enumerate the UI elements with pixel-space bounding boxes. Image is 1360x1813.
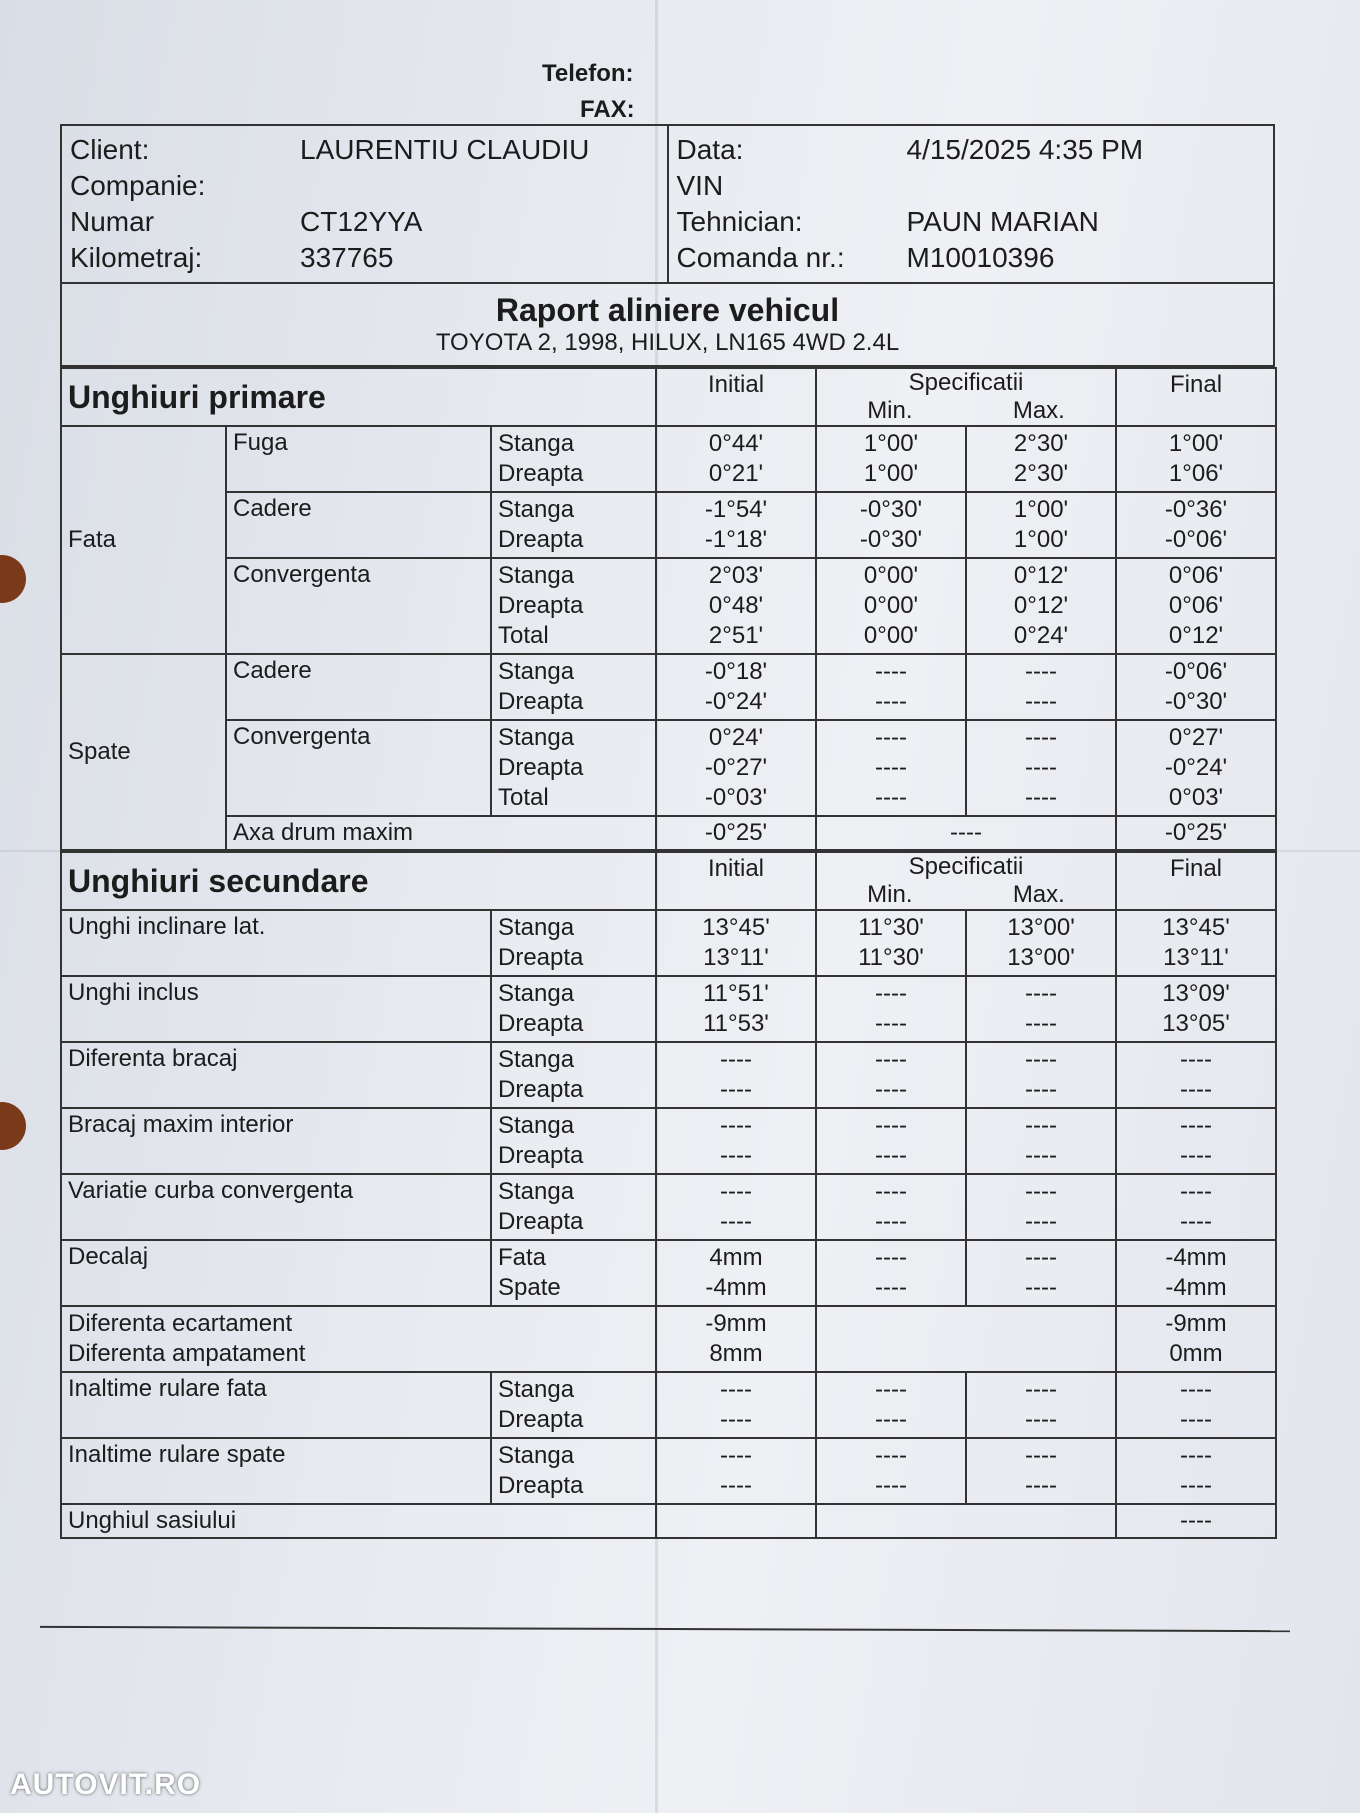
table-row [61, 1240, 1276, 1306]
cell-value: 0°06' [1168, 592, 1224, 619]
table-row [61, 1306, 1276, 1372]
cell-value: 2°51' [708, 622, 764, 649]
watermark: AUTOVIT.RO [10, 1768, 202, 1801]
cell-value: 0°06' [1168, 562, 1224, 589]
cell-value: ---- [1180, 1178, 1212, 1205]
cell-value: 0°48' [708, 592, 764, 619]
cell-value: ---- [1180, 1406, 1212, 1433]
cell-value: ---- [1025, 1244, 1057, 1271]
cell-value: ---- [875, 1442, 907, 1469]
cell-value: ---- [1180, 1142, 1212, 1169]
companie-value [300, 168, 659, 204]
axa-name: Axa drum maxim [226, 816, 656, 850]
primary-angles-table [60, 367, 1277, 851]
group-name: Bracaj maxim interior [61, 1108, 491, 1174]
cell-value: 0mm [1169, 1340, 1223, 1367]
cell-value: Dreapta [498, 944, 584, 971]
cell-value: Stanga [498, 1046, 575, 1073]
cell-value: ---- [720, 1472, 752, 1499]
cell-value: ---- [720, 1142, 752, 1169]
cell-value: Dreapta [498, 1142, 584, 1169]
axa-initial: -0°25' [656, 816, 816, 850]
col-final: Final [1116, 368, 1276, 426]
cell-value: ---- [720, 1076, 752, 1103]
cell-value: ---- [1025, 1376, 1057, 1403]
cell-value: ---- [1180, 1076, 1212, 1103]
cell-value: 8mm [709, 1340, 763, 1367]
cell-value: Total [498, 784, 549, 811]
cell-value: Dreapta [498, 592, 584, 619]
cell-value: ---- [720, 1376, 752, 1403]
cell-value: 0°00' [863, 562, 919, 589]
km-value: 337765 [300, 242, 394, 273]
table-row [61, 1108, 1276, 1174]
cell-value: ---- [875, 1142, 907, 1169]
secondary-title: Unghiuri secundare [61, 852, 656, 910]
group-name: Unghi inclus [61, 976, 491, 1042]
cell-value: -0°18' [704, 658, 768, 685]
ecartament-name: Diferenta ampatament [68, 1340, 306, 1367]
cell-value: Dreapta [498, 688, 584, 715]
group-name: Decalaj [61, 1240, 491, 1306]
cell-value: 1°00' [1168, 430, 1224, 457]
spate-label: Spate [61, 654, 226, 850]
cell-value: Stanga [498, 658, 575, 685]
secondary-angles-table [60, 851, 1277, 1539]
table-row [61, 816, 1276, 850]
table-row [61, 1438, 1276, 1504]
cell-value: ---- [875, 724, 908, 751]
cell-value: ---- [1180, 1442, 1212, 1469]
cell-value: ---- [1025, 724, 1058, 751]
cell-value: ---- [720, 1406, 752, 1433]
cell-value: 1°00' [1013, 496, 1069, 523]
cell-value: -1°18' [704, 526, 768, 553]
cell-value: ---- [875, 1244, 907, 1271]
cell-value: 0°00' [863, 622, 919, 649]
table-row [61, 492, 1276, 558]
cell-value: ---- [720, 1178, 752, 1205]
cell-value: ---- [1025, 1178, 1057, 1205]
group-name: Cadere [226, 492, 491, 558]
cell-value: Dreapta [498, 460, 584, 487]
tehnician-value: PAUN MARIAN [906, 206, 1099, 237]
cell-value: 4mm [709, 1244, 763, 1271]
cell-value: 1°06' [1168, 460, 1224, 487]
cell-value: ---- [720, 1442, 752, 1469]
cell-value: 2°03' [708, 562, 764, 589]
col-spec: Specificatii [908, 369, 1024, 396]
cell-value: ---- [1025, 1112, 1057, 1139]
group-name: Diferenta bracaj [61, 1042, 491, 1108]
cell-value: -4mm [1165, 1274, 1227, 1301]
cell-value: -1°54' [704, 496, 768, 523]
group-name: Inaltime rulare fata [61, 1372, 491, 1438]
cell-value: 11°53' [703, 1010, 769, 1037]
cell-value: ---- [1025, 658, 1058, 685]
cell-value: 0°03' [1168, 784, 1224, 811]
col-max: Max. [1012, 881, 1065, 908]
cell-value: 1°00' [863, 430, 919, 457]
cell-value: ---- [875, 784, 908, 811]
client-info-table [60, 124, 1275, 367]
comanda-label: Comanda nr.: [676, 242, 845, 273]
data-label: Data: [676, 134, 744, 165]
col-initial: Initial [656, 368, 816, 426]
cell-value: ---- [1025, 1442, 1057, 1469]
km-label: Kilometraj: [70, 242, 203, 273]
cell-value: ---- [1025, 1208, 1057, 1235]
col-min: Min. [867, 397, 913, 424]
cell-value: 2°30' [1013, 460, 1069, 487]
group-name: Convergenta [226, 720, 491, 816]
cell-value: ---- [1025, 1046, 1057, 1073]
numar-value: CT12YYA [300, 206, 423, 237]
companie-label: Companie: [70, 170, 206, 201]
client-label: Client: [70, 134, 150, 165]
cell-value: Stanga [498, 1442, 575, 1469]
table-row [61, 558, 1276, 654]
group-name: Unghi inclinare lat. [61, 910, 491, 976]
punch-hole [0, 555, 26, 603]
cell-value: -0°24' [1164, 754, 1228, 781]
cell-value: ---- [1025, 688, 1058, 715]
vin-value [907, 168, 1266, 204]
cell-value: ---- [720, 1112, 752, 1139]
table-row [61, 1042, 1276, 1108]
cell-value: 13°05' [1162, 1010, 1230, 1037]
tehnician-label: Tehnician: [676, 206, 803, 237]
cell-value: 0°00' [863, 592, 919, 619]
sasiu-name: Unghiul sasiului [61, 1504, 656, 1538]
comanda-value: M10010396 [906, 242, 1055, 273]
data-value: 4/15/2025 4:35 PM [906, 134, 1144, 165]
cell-value: Stanga [498, 1178, 575, 1205]
col-final: Final [1116, 852, 1276, 910]
cell-value: ---- [1180, 1112, 1212, 1139]
cell-value: -0°24' [704, 688, 768, 715]
table-row [61, 426, 1276, 492]
cell-value: -0°36' [1164, 496, 1228, 523]
cell-value: ---- [1180, 1472, 1212, 1499]
cell-value: Dreapta [498, 526, 584, 553]
cell-value: -0°27' [704, 754, 768, 781]
cell-value: -9mm [705, 1310, 767, 1337]
table-row [61, 1174, 1276, 1240]
cell-value: 11°51' [703, 980, 769, 1007]
cell-value: ---- [720, 1046, 752, 1073]
cell-value: ---- [720, 1208, 752, 1235]
cell-value: ---- [875, 754, 908, 781]
primary-title: Unghiuri primare [61, 368, 656, 426]
numar-label: Numar [70, 206, 155, 237]
cell-value: ---- [1025, 754, 1058, 781]
table-row [61, 910, 1276, 976]
telefon-label: Telefon: [542, 60, 634, 87]
cell-value: 11°30' [858, 914, 924, 941]
vin-label: VIN [676, 170, 724, 201]
col-max: Max. [1012, 397, 1065, 424]
cell-value: Fata [498, 1244, 547, 1271]
col-min: Min. [867, 881, 913, 908]
cell-value: Stanga [498, 1376, 575, 1403]
cell-value: Dreapta [498, 1208, 584, 1235]
report-sheet [60, 124, 1275, 1539]
cell-value: -4mm [1165, 1244, 1227, 1271]
cell-value: 0°21' [708, 460, 764, 487]
cell-value: 0°12' [1013, 562, 1069, 589]
cell-value: Dreapta [498, 1010, 584, 1037]
cell-value: ---- [875, 980, 907, 1007]
cell-value: 11°30' [858, 944, 924, 971]
cell-value: ---- [875, 1076, 907, 1103]
cell-value: 13°45' [702, 914, 770, 941]
cell-value: ---- [1180, 1046, 1212, 1073]
cell-value: ---- [1180, 1208, 1212, 1235]
sasiu-final: ---- [1116, 1504, 1276, 1538]
cell-value: ---- [875, 1376, 907, 1403]
cell-value: ---- [1025, 1076, 1057, 1103]
cell-value: 13°00' [1007, 944, 1075, 971]
group-name: Convergenta [226, 558, 491, 654]
cell-value: -4mm [705, 1274, 767, 1301]
cell-value: 0°27' [1168, 724, 1224, 751]
cell-value: 0°44' [708, 430, 764, 457]
group-name: Variatie curba convergenta [61, 1174, 491, 1240]
group-name: Inaltime rulare spate [61, 1438, 491, 1504]
cell-value: Stanga [498, 430, 575, 457]
cell-value: Stanga [498, 724, 575, 751]
cell-value: ---- [875, 1178, 907, 1205]
cell-value: ---- [875, 1010, 907, 1037]
fata-label: Fata [61, 426, 226, 654]
axa-final: -0°25' [1116, 816, 1276, 850]
ecartament-name: Diferenta ecartament [68, 1310, 293, 1337]
cell-value: ---- [875, 1208, 907, 1235]
cell-value: Stanga [498, 562, 575, 589]
cell-value: ---- [875, 658, 908, 685]
col-spec: Specificatii [908, 853, 1024, 880]
cell-value: Dreapta [498, 1472, 584, 1499]
cell-value: -0°06' [1164, 526, 1228, 553]
cell-value: 0°24' [1013, 622, 1069, 649]
cell-value: ---- [1025, 980, 1057, 1007]
cell-value: ---- [1025, 1472, 1057, 1499]
table-row [61, 1504, 1276, 1538]
col-initial: Initial [656, 852, 816, 910]
cell-value: 1°00' [863, 460, 919, 487]
cell-value: ---- [1180, 1376, 1212, 1403]
table-row [61, 976, 1276, 1042]
table-row [61, 1372, 1276, 1438]
cell-value: ---- [875, 1112, 907, 1139]
cell-value: ---- [1025, 1142, 1057, 1169]
cell-value: Stanga [498, 496, 575, 523]
cell-value: ---- [1025, 784, 1058, 811]
axa-spec: ---- [816, 816, 1116, 850]
cell-value: 1°00' [1013, 526, 1069, 553]
cell-value: -0°03' [704, 784, 768, 811]
cell-value: ---- [875, 1046, 907, 1073]
cell-value: 13°09' [1162, 980, 1230, 1007]
cell-value: -0°30' [859, 526, 923, 553]
cell-value: Stanga [498, 914, 575, 941]
punch-hole [0, 1102, 26, 1150]
table-row [61, 654, 1276, 720]
cell-value: Dreapta [498, 754, 584, 781]
cell-value: ---- [875, 1472, 907, 1499]
footer-line [40, 1626, 1290, 1632]
cell-value: ---- [875, 688, 908, 715]
report-title: Raport aliniere vehicul [495, 292, 840, 328]
cell-value: 13°45' [1162, 914, 1230, 941]
cell-value: ---- [875, 1406, 907, 1433]
cell-value: -0°30' [859, 496, 923, 523]
cell-value: 0°12' [1013, 592, 1069, 619]
cell-value: ---- [1025, 1274, 1057, 1301]
group-name: Fuga [226, 426, 491, 492]
cell-value: -9mm [1165, 1310, 1227, 1337]
table-row [61, 720, 1276, 816]
report-subtitle: TOYOTA 2, 1998, HILUX, LN165 4WD 2.4L [435, 329, 900, 356]
cell-value: Stanga [498, 980, 575, 1007]
cell-value: 0°24' [708, 724, 764, 751]
cell-value: ---- [1025, 1010, 1057, 1037]
cell-value: Dreapta [498, 1076, 584, 1103]
cell-value: ---- [875, 1274, 907, 1301]
cell-value: Dreapta [498, 1406, 584, 1433]
cell-value: -0°30' [1164, 688, 1228, 715]
cell-value: Spate [498, 1274, 561, 1301]
cell-value: 2°30' [1013, 430, 1069, 457]
fax-label: FAX: [580, 96, 635, 123]
cell-value: 13°00' [1007, 914, 1075, 941]
cell-value: 13°11' [1163, 944, 1229, 971]
cell-value: 0°12' [1168, 622, 1224, 649]
cell-value: ---- [1025, 1406, 1057, 1433]
cell-value: Total [498, 622, 549, 649]
client-value: LAURENTIU CLAUDIU [300, 134, 590, 165]
cell-value: -0°06' [1164, 658, 1228, 685]
group-name: Cadere [226, 654, 491, 720]
cell-value: 13°11' [703, 944, 769, 971]
cell-value: Stanga [498, 1112, 575, 1139]
